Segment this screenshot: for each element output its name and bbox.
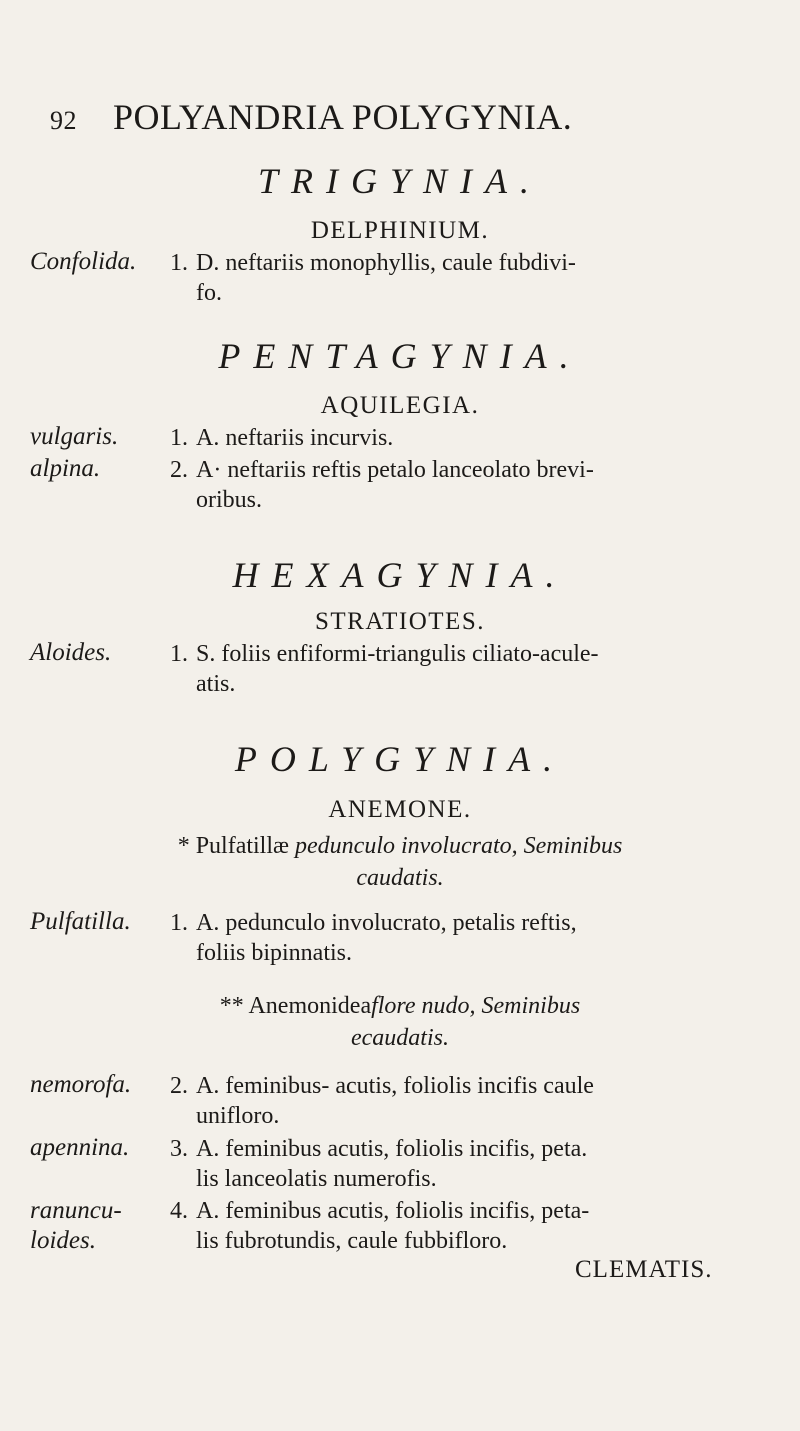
species-description: A. feminibus acutis, foliolis incifis, peta- xyxy=(196,1198,590,1224)
species-number: 4. xyxy=(170,1198,188,1224)
species-epithet: nemorofa. xyxy=(30,1071,132,1098)
species-entry xyxy=(170,1196,770,1256)
species-number: 1. xyxy=(170,910,188,936)
running-head xyxy=(50,96,572,138)
subdivision-mark: * xyxy=(177,833,190,859)
species-description-cont: oribus. xyxy=(196,487,262,513)
species-number: 1. xyxy=(170,641,188,667)
species-entry xyxy=(170,1071,770,1131)
species-description: D. neftariis monophyllis, caule fubdivi- xyxy=(196,250,576,276)
species-description-cont: atis. xyxy=(196,671,236,697)
species-epithet: Aloides. xyxy=(30,639,112,666)
species-epithet: alpina. xyxy=(30,455,101,482)
species-description-cont: unifloro. xyxy=(196,1103,280,1129)
species-epithet xyxy=(30,1196,122,1256)
section-heading-trigynia: TRIGYNIA. xyxy=(257,161,542,201)
species-epithet: Pulfatilla. xyxy=(30,908,131,935)
species-description-cont: fo. xyxy=(196,280,222,306)
section-heading-hexagynia: HEXAGYNIA. xyxy=(232,555,568,595)
subdivision-name: Pulfatillæ xyxy=(195,833,290,859)
species-number: 3. xyxy=(170,1136,188,1162)
subdivision-pulsatillae xyxy=(0,830,800,894)
species-number: 1. xyxy=(170,425,188,451)
section-heading-pentagynia: PENTAGYNIA. xyxy=(218,336,582,376)
species-description: A· neftariis reftis petalo lanceolato brevi- xyxy=(196,457,594,483)
subdivision-diagnosis-cont: ecaudatis. xyxy=(351,1025,449,1051)
subdivision-name: Anemonidea xyxy=(248,993,372,1019)
catchword: CLEMATIS. xyxy=(575,1256,713,1283)
species-epithet: apennina. xyxy=(30,1134,130,1161)
species-number: 1. xyxy=(170,250,188,276)
species-entry xyxy=(170,1134,770,1194)
subdivision-diagnosis-cont: caudatis. xyxy=(356,865,444,891)
species-entry xyxy=(170,455,770,515)
species-number: 2. xyxy=(170,457,188,483)
section-heading-polygynia: POLYGYNIA. xyxy=(234,739,566,779)
species-description: A. feminibus acutis, foliolis incifis, peta. xyxy=(196,1136,588,1162)
species-entry xyxy=(170,908,770,968)
genus-stratiotes: STRATIOTES. xyxy=(315,608,485,635)
species-epithet-part1: ranuncu- xyxy=(30,1197,122,1224)
species-description-cont: lis fubrotundis, caule fubbifloro. xyxy=(196,1228,508,1254)
species-epithet: Confolida. xyxy=(30,248,137,275)
subdivision-mark: ** xyxy=(219,993,244,1019)
species-entry xyxy=(170,639,770,699)
species-entry xyxy=(170,423,770,453)
species-epithet-part2: loides. xyxy=(30,1227,96,1254)
subdivision-diagnosis: flore nudo, Seminibus xyxy=(371,993,581,1019)
species-number: 2. xyxy=(170,1073,188,1099)
species-description-cont: foliis bipinnatis. xyxy=(196,940,352,966)
genus-delphinium: DELPHINIUM. xyxy=(310,217,490,244)
subdivision-anemonidea xyxy=(0,990,800,1054)
species-description: A. neftariis incurvis. xyxy=(196,425,394,451)
species-description: A. pedunculo involucrato, petalis reftis, xyxy=(196,910,577,936)
species-description-cont: lis lanceolatis numerofis. xyxy=(196,1166,437,1192)
genus-anemone: ANEMONE. xyxy=(328,796,472,823)
species-epithet: vulgaris. xyxy=(30,423,119,450)
page-number: 92 xyxy=(50,106,77,135)
species-description: A. feminibus- acutis, foliolis incifis caule xyxy=(196,1073,594,1099)
species-description: S. foliis enfiformi-triangulis ciliato-acule- xyxy=(196,641,599,667)
running-head-title: POLYANDRIA POLYGYNIA. xyxy=(113,97,573,137)
genus-aquilegia: AQUILEGIA. xyxy=(320,392,480,419)
subdivision-diagnosis: pedunculo involucrato, Seminibus xyxy=(295,833,623,859)
species-entry xyxy=(170,248,770,308)
